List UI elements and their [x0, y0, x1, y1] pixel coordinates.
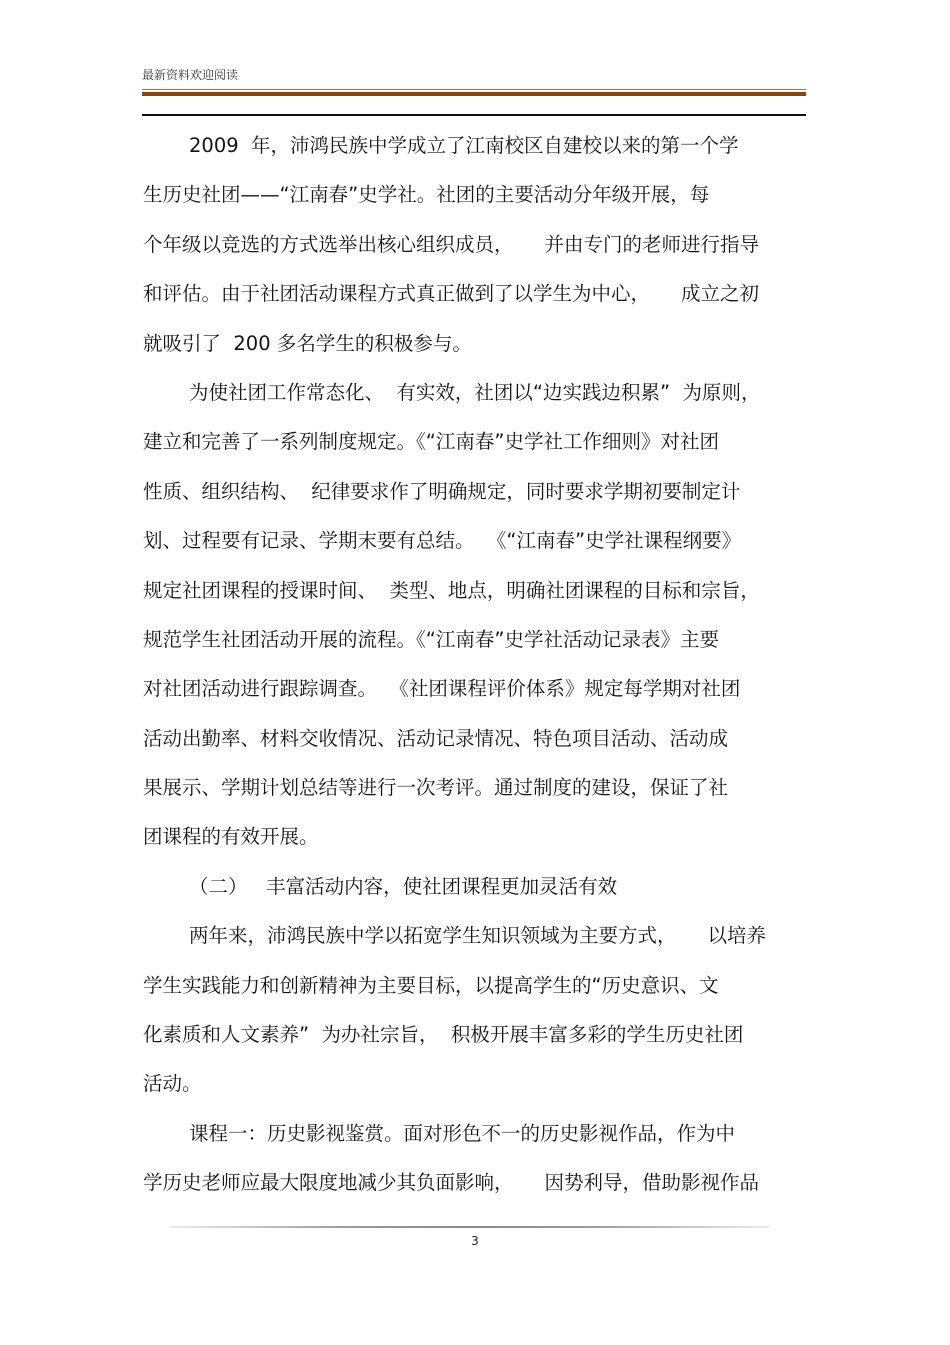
body-line: 2009 年，沛鸿民族中学成立了江南校区自建校以来的第一个学	[189, 134, 739, 157]
body-line: 课程一：历史影视鉴赏。面对形色不一的历史影视作品，作为中	[189, 1121, 736, 1145]
body-line: 规范学生社团活动开展的流程。《“江南春”史学社活动记录表》主要	[143, 627, 719, 651]
body-line: 对社团活动进行跟踪调查。 《社团课程评价体系》规定每学期对社团	[143, 677, 741, 701]
page-header-text: 最新资料欢迎阅读	[142, 68, 239, 82]
body-line: 规定社团课程的授课时间、 类型、地点，明确社团课程的目标和宗旨，	[143, 578, 760, 602]
body-line: 果展示、学期计划总结等进行一次考评。通过制度的建设，保证了社	[143, 776, 729, 800]
footer-rule	[170, 1226, 770, 1228]
body-line: 划、过程要有记录、学期末要有总结。 《“江南春”史学社课程纲要》	[143, 529, 742, 553]
body-line: 学历史老师应最大限度地减少其负面影响， 因势利导，借助影视作品	[143, 1171, 759, 1195]
body-line: 和评估。由于社团活动课程方式真正做到了以学生为中心， 成立之初	[143, 282, 759, 306]
page-number: 3	[471, 1234, 479, 1248]
body-line: 化素质和人文素养” 为办社宗旨， 积极开展丰富多彩的学生历史社团	[143, 1023, 744, 1047]
body-line: 个年级以竞选的方式选举出核心组织成员， 并由专门的老师进行指导	[143, 232, 759, 256]
body-line: 活动出勤率、材料交收情况、活动记录情况、特色项目活动、活动成	[143, 726, 729, 750]
section-heading: （二） 丰富活动内容，使社团课程更加灵活有效	[189, 874, 618, 898]
body-line: 为使社团工作常态化、 有实效，社团以“边实践边积累” 为原则，	[189, 380, 761, 404]
body-line: 学生实践能力和创新精神为主要目标，以提高学生的“历史意识、文	[143, 973, 719, 997]
document-body	[143, 121, 807, 1208]
body-line: 就吸引了 200 多名学生的积极参与。	[143, 331, 472, 355]
body-line: 两年来，沛鸿民族中学以拓宽学生知识领域为主要方式， 以培养	[189, 924, 766, 948]
body-line: 性质、组织结构、 纪律要求作了明确规定，同时要求学期初要制定计	[143, 479, 741, 503]
header-rule-thin	[142, 89, 806, 90]
header-rule-bottom	[142, 114, 806, 116]
body-line: 团课程的有效开展。	[143, 825, 319, 849]
body-line: 活动。	[143, 1072, 202, 1096]
header-rule-thick	[142, 92, 806, 96]
body-line: 建立和完善了一系列制度规定。《“江南春”史学社工作细则》对社团	[143, 430, 719, 454]
body-line: 生历史社团——“江南春”史学社。社团的主要活动分年级开展，每	[143, 183, 710, 207]
